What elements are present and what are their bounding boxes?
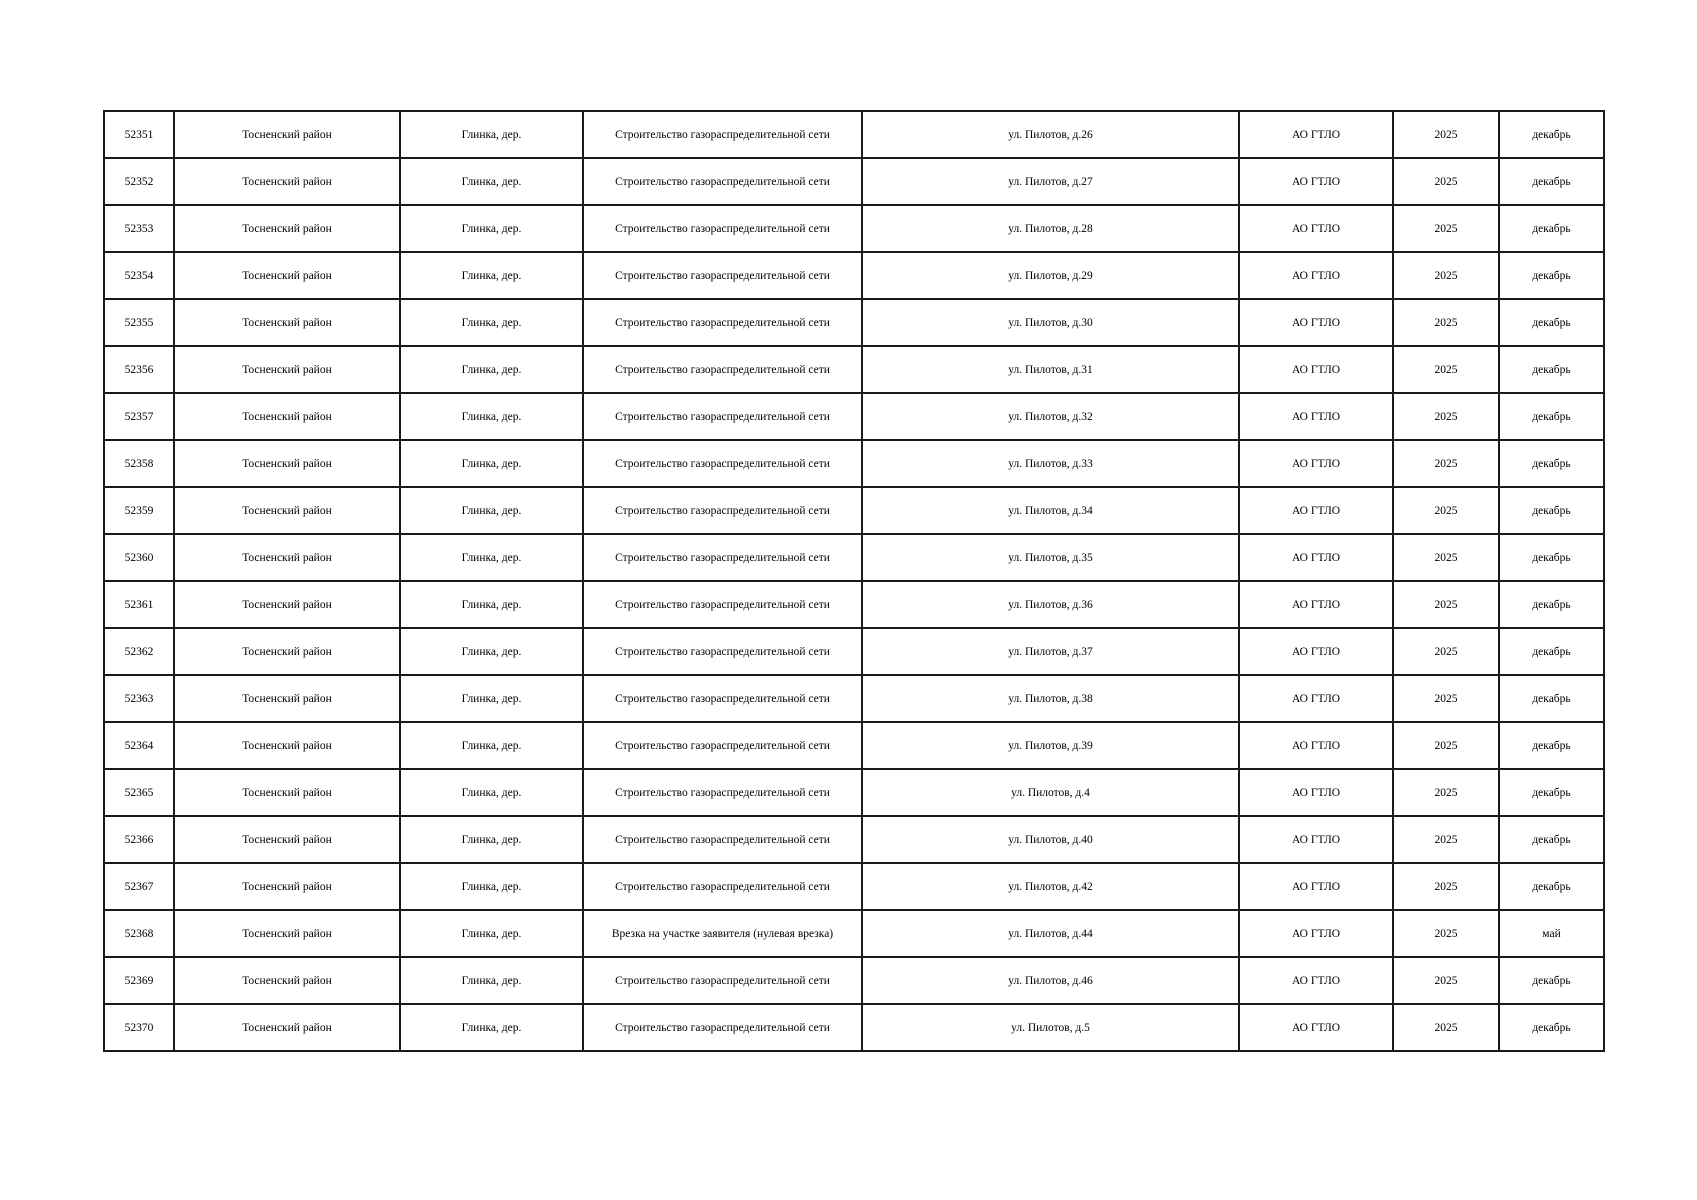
cell-year: 2025 bbox=[1393, 346, 1499, 393]
cell-district: Тосненский район bbox=[174, 769, 400, 816]
cell-year: 2025 bbox=[1393, 675, 1499, 722]
table-row bbox=[104, 346, 1604, 393]
cell-district: Тосненский район bbox=[174, 111, 400, 158]
cell-month: декабрь bbox=[1499, 158, 1604, 205]
cell-district: Тосненский район bbox=[174, 957, 400, 1004]
cell-year: 2025 bbox=[1393, 252, 1499, 299]
cell-settlement: Глинка, дер. bbox=[400, 581, 583, 628]
cell-settlement: Глинка, дер. bbox=[400, 487, 583, 534]
cell-month: декабрь bbox=[1499, 299, 1604, 346]
cell-district: Тосненский район bbox=[174, 299, 400, 346]
cell-district: Тосненский район bbox=[174, 487, 400, 534]
cell-month: декабрь bbox=[1499, 534, 1604, 581]
cell-settlement: Глинка, дер. bbox=[400, 816, 583, 863]
cell-year: 2025 bbox=[1393, 393, 1499, 440]
cell-month: декабрь bbox=[1499, 581, 1604, 628]
cell-year: 2025 bbox=[1393, 111, 1499, 158]
cell-work-type: Строительство газораспределительной сети bbox=[583, 440, 862, 487]
cell-id: 52359 bbox=[104, 487, 174, 534]
cell-work-type: Строительство газораспределительной сети bbox=[583, 816, 862, 863]
table-row bbox=[104, 957, 1604, 1004]
cell-work-type: Строительство газораспределительной сети bbox=[583, 957, 862, 1004]
cell-organization: АО ГТЛО bbox=[1239, 487, 1393, 534]
cell-district: Тосненский район bbox=[174, 158, 400, 205]
cell-district: Тосненский район bbox=[174, 628, 400, 675]
cell-settlement: Глинка, дер. bbox=[400, 440, 583, 487]
cell-year: 2025 bbox=[1393, 487, 1499, 534]
cell-id: 52356 bbox=[104, 346, 174, 393]
cell-id: 52354 bbox=[104, 252, 174, 299]
cell-work-type: Строительство газораспределительной сети bbox=[583, 722, 862, 769]
cell-settlement: Глинка, дер. bbox=[400, 111, 583, 158]
cell-year: 2025 bbox=[1393, 534, 1499, 581]
cell-district: Тосненский район bbox=[174, 816, 400, 863]
cell-month: декабрь bbox=[1499, 393, 1604, 440]
cell-year: 2025 bbox=[1393, 205, 1499, 252]
cell-settlement: Глинка, дер. bbox=[400, 346, 583, 393]
cell-id: 52370 bbox=[104, 1004, 174, 1051]
cell-work-type: Строительство газораспределительной сети bbox=[583, 628, 862, 675]
cell-settlement: Глинка, дер. bbox=[400, 1004, 583, 1051]
cell-address: ул. Пилотов, д.44 bbox=[862, 910, 1239, 957]
cell-organization: АО ГТЛО bbox=[1239, 534, 1393, 581]
cell-address: ул. Пилотов, д.39 bbox=[862, 722, 1239, 769]
cell-address: ул. Пилотов, д.29 bbox=[862, 252, 1239, 299]
cell-year: 2025 bbox=[1393, 722, 1499, 769]
table-row bbox=[104, 299, 1604, 346]
cell-address: ул. Пилотов, д.37 bbox=[862, 628, 1239, 675]
cell-settlement: Глинка, дер. bbox=[400, 252, 583, 299]
cell-district: Тосненский район bbox=[174, 722, 400, 769]
cell-id: 52364 bbox=[104, 722, 174, 769]
cell-address: ул. Пилотов, д.27 bbox=[862, 158, 1239, 205]
cell-year: 2025 bbox=[1393, 440, 1499, 487]
table-row bbox=[104, 675, 1604, 722]
cell-settlement: Глинка, дер. bbox=[400, 957, 583, 1004]
cell-address: ул. Пилотов, д.4 bbox=[862, 769, 1239, 816]
cell-settlement: Глинка, дер. bbox=[400, 910, 583, 957]
cell-address: ул. Пилотов, д.5 bbox=[862, 1004, 1239, 1051]
cell-organization: АО ГТЛО bbox=[1239, 675, 1393, 722]
cell-organization: АО ГТЛО bbox=[1239, 299, 1393, 346]
cell-work-type: Строительство газораспределительной сети bbox=[583, 487, 862, 534]
cell-month: декабрь bbox=[1499, 957, 1604, 1004]
cell-organization: АО ГТЛО bbox=[1239, 158, 1393, 205]
cell-district: Тосненский район bbox=[174, 581, 400, 628]
cell-month: декабрь bbox=[1499, 863, 1604, 910]
cell-work-type: Строительство газораспределительной сети bbox=[583, 534, 862, 581]
cell-work-type: Строительство газораспределительной сети bbox=[583, 111, 862, 158]
cell-district: Тосненский район bbox=[174, 346, 400, 393]
cell-work-type: Строительство газораспределительной сети bbox=[583, 299, 862, 346]
cell-district: Тосненский район bbox=[174, 910, 400, 957]
cell-work-type: Строительство газораспределительной сети bbox=[583, 675, 862, 722]
cell-month: май bbox=[1499, 910, 1604, 957]
cell-address: ул. Пилотов, д.26 bbox=[862, 111, 1239, 158]
cell-address: ул. Пилотов, д.30 bbox=[862, 299, 1239, 346]
cell-settlement: Глинка, дер. bbox=[400, 205, 583, 252]
table-row bbox=[104, 581, 1604, 628]
cell-id: 52362 bbox=[104, 628, 174, 675]
cell-id: 52357 bbox=[104, 393, 174, 440]
table-body bbox=[104, 111, 1604, 1051]
cell-settlement: Глинка, дер. bbox=[400, 534, 583, 581]
cell-work-type: Строительство газораспределительной сети bbox=[583, 581, 862, 628]
cell-month: декабрь bbox=[1499, 628, 1604, 675]
cell-district: Тосненский район bbox=[174, 534, 400, 581]
cell-organization: АО ГТЛО bbox=[1239, 440, 1393, 487]
cell-month: декабрь bbox=[1499, 111, 1604, 158]
cell-district: Тосненский район bbox=[174, 205, 400, 252]
cell-organization: АО ГТЛО bbox=[1239, 722, 1393, 769]
cell-month: декабрь bbox=[1499, 1004, 1604, 1051]
cell-district: Тосненский район bbox=[174, 440, 400, 487]
cell-year: 2025 bbox=[1393, 158, 1499, 205]
table-row bbox=[104, 252, 1604, 299]
cell-year: 2025 bbox=[1393, 863, 1499, 910]
cell-id: 52363 bbox=[104, 675, 174, 722]
cell-year: 2025 bbox=[1393, 1004, 1499, 1051]
cell-id: 52367 bbox=[104, 863, 174, 910]
cell-settlement: Глинка, дер. bbox=[400, 675, 583, 722]
cell-address: ул. Пилотов, д.36 bbox=[862, 581, 1239, 628]
cell-organization: АО ГТЛО bbox=[1239, 957, 1393, 1004]
cell-id: 52365 bbox=[104, 769, 174, 816]
cell-id: 52361 bbox=[104, 581, 174, 628]
cell-organization: АО ГТЛО bbox=[1239, 1004, 1393, 1051]
table-row bbox=[104, 863, 1604, 910]
cell-address: ул. Пилотов, д.33 bbox=[862, 440, 1239, 487]
cell-id: 52353 bbox=[104, 205, 174, 252]
cell-organization: АО ГТЛО bbox=[1239, 816, 1393, 863]
cell-year: 2025 bbox=[1393, 816, 1499, 863]
cell-month: декабрь bbox=[1499, 816, 1604, 863]
cell-id: 52366 bbox=[104, 816, 174, 863]
cell-id: 52360 bbox=[104, 534, 174, 581]
cell-month: декабрь bbox=[1499, 769, 1604, 816]
cell-month: декабрь bbox=[1499, 487, 1604, 534]
cell-year: 2025 bbox=[1393, 957, 1499, 1004]
table-row bbox=[104, 158, 1604, 205]
cell-work-type: Строительство газораспределительной сети bbox=[583, 863, 862, 910]
cell-address: ул. Пилотов, д.34 bbox=[862, 487, 1239, 534]
cell-work-type: Строительство газораспределительной сети bbox=[583, 252, 862, 299]
cell-month: декабрь bbox=[1499, 346, 1604, 393]
cell-organization: АО ГТЛО bbox=[1239, 910, 1393, 957]
cell-month: декабрь bbox=[1499, 675, 1604, 722]
cell-work-type: Строительство газораспределительной сети bbox=[583, 205, 862, 252]
cell-settlement: Глинка, дер. bbox=[400, 158, 583, 205]
cell-work-type: Строительство газораспределительной сети bbox=[583, 1004, 862, 1051]
cell-year: 2025 bbox=[1393, 910, 1499, 957]
table-row bbox=[104, 205, 1604, 252]
cell-work-type: Строительство газораспределительной сети bbox=[583, 346, 862, 393]
cell-settlement: Глинка, дер. bbox=[400, 863, 583, 910]
cell-id: 52369 bbox=[104, 957, 174, 1004]
cell-organization: АО ГТЛО bbox=[1239, 111, 1393, 158]
cell-district: Тосненский район bbox=[174, 393, 400, 440]
table-row bbox=[104, 816, 1604, 863]
cell-organization: АО ГТЛО bbox=[1239, 205, 1393, 252]
cell-district: Тосненский район bbox=[174, 675, 400, 722]
cell-district: Тосненский район bbox=[174, 252, 400, 299]
table-row bbox=[104, 1004, 1604, 1051]
cell-settlement: Глинка, дер. bbox=[400, 722, 583, 769]
cell-address: ул. Пилотов, д.42 bbox=[862, 863, 1239, 910]
cell-organization: АО ГТЛО bbox=[1239, 628, 1393, 675]
cell-year: 2025 bbox=[1393, 628, 1499, 675]
cell-id: 52355 bbox=[104, 299, 174, 346]
cell-organization: АО ГТЛО bbox=[1239, 393, 1393, 440]
cell-address: ул. Пилотов, д.40 bbox=[862, 816, 1239, 863]
table-row bbox=[104, 769, 1604, 816]
cell-work-type: Врезка на участке заявителя (нулевая врезка) bbox=[583, 910, 862, 957]
cell-organization: АО ГТЛО bbox=[1239, 346, 1393, 393]
cell-month: декабрь bbox=[1499, 440, 1604, 487]
table-row bbox=[104, 628, 1604, 675]
table-row bbox=[104, 487, 1604, 534]
cell-year: 2025 bbox=[1393, 299, 1499, 346]
cell-district: Тосненский район bbox=[174, 1004, 400, 1051]
table-row bbox=[104, 910, 1604, 957]
table-row bbox=[104, 440, 1604, 487]
table-row bbox=[104, 111, 1604, 158]
cell-organization: АО ГТЛО bbox=[1239, 581, 1393, 628]
table-row bbox=[104, 393, 1604, 440]
cell-settlement: Глинка, дер. bbox=[400, 393, 583, 440]
data-table bbox=[103, 110, 1605, 1052]
cell-work-type: Строительство газораспределительной сети bbox=[583, 393, 862, 440]
cell-settlement: Глинка, дер. bbox=[400, 628, 583, 675]
cell-month: декабрь bbox=[1499, 205, 1604, 252]
cell-id: 52351 bbox=[104, 111, 174, 158]
cell-settlement: Глинка, дер. bbox=[400, 769, 583, 816]
cell-address: ул. Пилотов, д.35 bbox=[862, 534, 1239, 581]
cell-id: 52358 bbox=[104, 440, 174, 487]
cell-id: 52368 bbox=[104, 910, 174, 957]
cell-organization: АО ГТЛО bbox=[1239, 769, 1393, 816]
cell-address: ул. Пилотов, д.32 bbox=[862, 393, 1239, 440]
cell-organization: АО ГТЛО bbox=[1239, 863, 1393, 910]
cell-id: 52352 bbox=[104, 158, 174, 205]
cell-address: ул. Пилотов, д.31 bbox=[862, 346, 1239, 393]
cell-address: ул. Пилотов, д.46 bbox=[862, 957, 1239, 1004]
cell-address: ул. Пилотов, д.28 bbox=[862, 205, 1239, 252]
cell-settlement: Глинка, дер. bbox=[400, 299, 583, 346]
table-row bbox=[104, 722, 1604, 769]
cell-work-type: Строительство газораспределительной сети bbox=[583, 158, 862, 205]
cell-district: Тосненский район bbox=[174, 863, 400, 910]
cell-address: ул. Пилотов, д.38 bbox=[862, 675, 1239, 722]
cell-work-type: Строительство газораспределительной сети bbox=[583, 769, 862, 816]
cell-year: 2025 bbox=[1393, 581, 1499, 628]
cell-month: декабрь bbox=[1499, 252, 1604, 299]
cell-year: 2025 bbox=[1393, 769, 1499, 816]
cell-organization: АО ГТЛО bbox=[1239, 252, 1393, 299]
table-row bbox=[104, 534, 1604, 581]
cell-month: декабрь bbox=[1499, 722, 1604, 769]
